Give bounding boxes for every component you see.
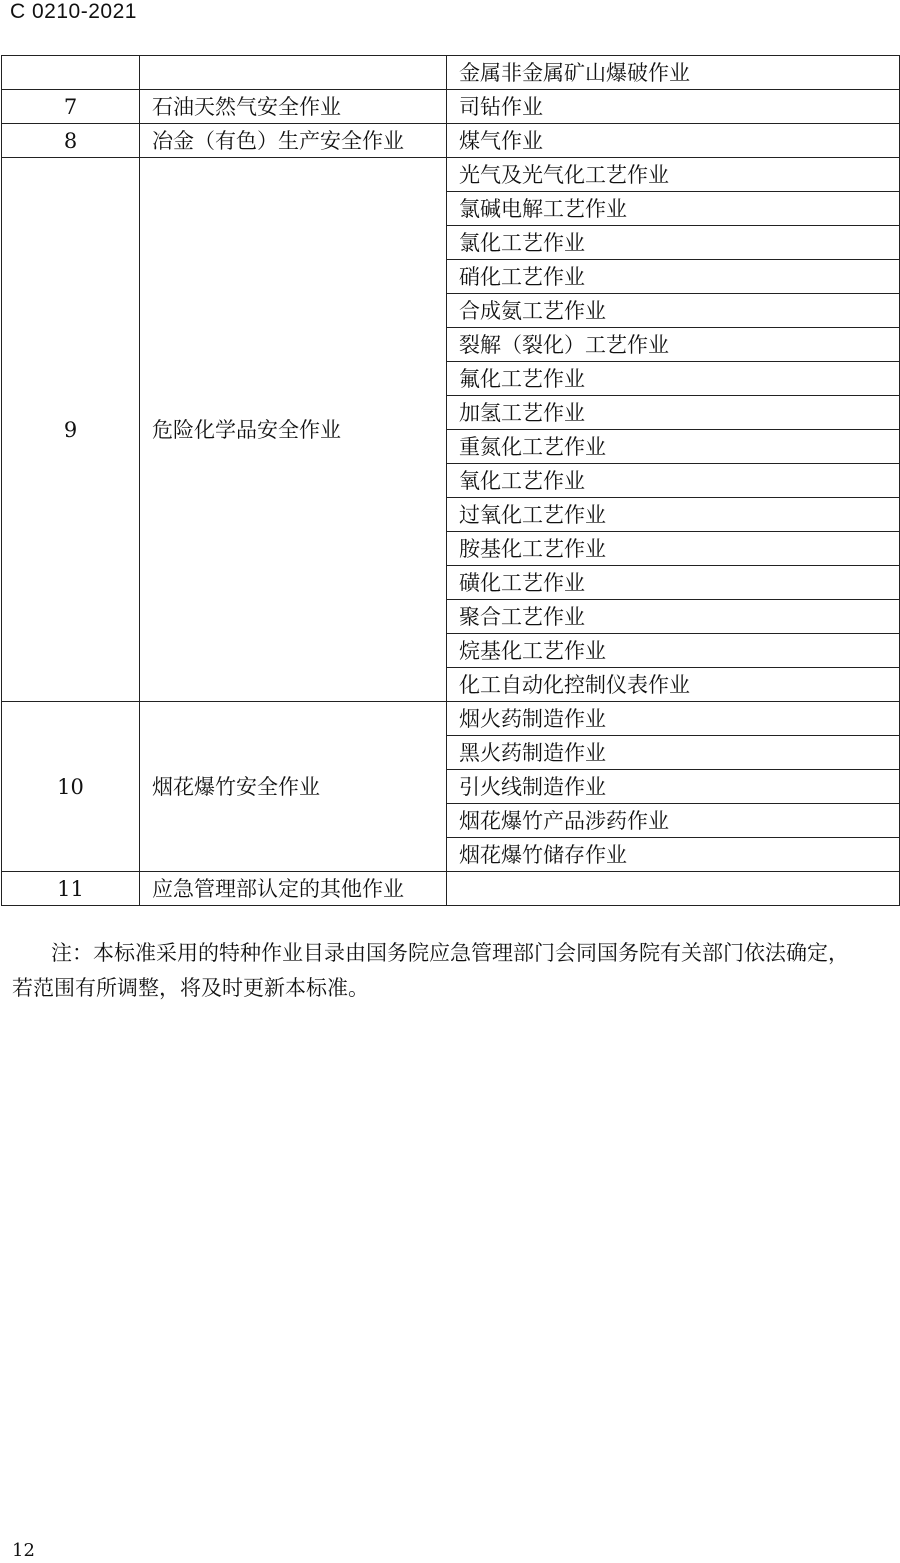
sub-operation-cell: 过氧化工艺作业 — [447, 498, 900, 532]
sub-operation-cell: 氟化工艺作业 — [447, 362, 900, 396]
footnote-line-1: 注：本标准采用的特种作业目录由国务院应急管理部门会同国务院有关部门依法确定， — [51, 941, 849, 965]
table-row — [2, 702, 900, 736]
sub-operation-cell: 化工自动化控制仪表作业 — [447, 668, 900, 702]
sub-operation-cell: 氯化工艺作业 — [447, 226, 900, 260]
sub-operation-cell: 金属非金属矿山爆破作业 — [447, 56, 900, 90]
category-cell: 冶金（有色）生产安全作业 — [140, 124, 447, 158]
table-body — [2, 56, 900, 906]
category-cell — [140, 56, 447, 90]
sub-operation-cell: 烟花爆竹产品涉药作业 — [447, 804, 900, 838]
footnote-line-2: 若范围有所调整，将及时更新本标准。 — [12, 976, 369, 1000]
sub-operation-cell: 氧化工艺作业 — [447, 464, 900, 498]
sub-operation-cell: 黑火药制造作业 — [447, 736, 900, 770]
sub-operation-cell: 重氮化工艺作业 — [447, 430, 900, 464]
sub-operation-cell: 聚合工艺作业 — [447, 600, 900, 634]
sub-operation-cell: 氯碱电解工艺作业 — [447, 192, 900, 226]
sub-operation-cell: 合成氨工艺作业 — [447, 294, 900, 328]
sub-operation-cell: 裂解（裂化）工艺作业 — [447, 328, 900, 362]
sub-operation-cell: 光气及光气化工艺作业 — [447, 158, 900, 192]
sub-operation-cell: 烷基化工艺作业 — [447, 634, 900, 668]
row-number-cell: 11 — [2, 872, 140, 906]
category-cell: 应急管理部认定的其他作业 — [140, 872, 447, 906]
row-number-cell — [2, 56, 140, 90]
sub-operation-cell: 煤气作业 — [447, 124, 900, 158]
table-row — [2, 56, 900, 90]
sub-operation-cell: 引火线制造作业 — [447, 770, 900, 804]
sub-operation-cell: 磺化工艺作业 — [447, 566, 900, 600]
row-number-cell: 7 — [2, 90, 140, 124]
table-row — [2, 124, 900, 158]
sub-operation-cell: 司钻作业 — [447, 90, 900, 124]
row-number-cell: 8 — [2, 124, 140, 158]
row-number-cell: 9 — [2, 158, 140, 702]
category-cell: 石油天然气安全作业 — [140, 90, 447, 124]
table-row — [2, 872, 900, 906]
footnote — [12, 936, 898, 1006]
category-cell: 危险化学品安全作业 — [140, 158, 447, 702]
sub-operation-cell: 加氢工艺作业 — [447, 396, 900, 430]
sub-operation-cell: 胺基化工艺作业 — [447, 532, 900, 566]
table-row — [2, 158, 900, 192]
page-number: 12 — [12, 1540, 35, 1561]
special-operations-table — [1, 55, 900, 906]
sub-operation-cell: 硝化工艺作业 — [447, 260, 900, 294]
sub-operation-cell — [447, 872, 900, 906]
document-code: C 0210-2021 — [10, 0, 137, 23]
sub-operation-cell: 烟花爆竹储存作业 — [447, 838, 900, 872]
category-cell: 烟花爆竹安全作业 — [140, 702, 447, 872]
sub-operation-cell: 烟火药制造作业 — [447, 702, 900, 736]
table-row — [2, 90, 900, 124]
row-number-cell: 10 — [2, 702, 140, 872]
